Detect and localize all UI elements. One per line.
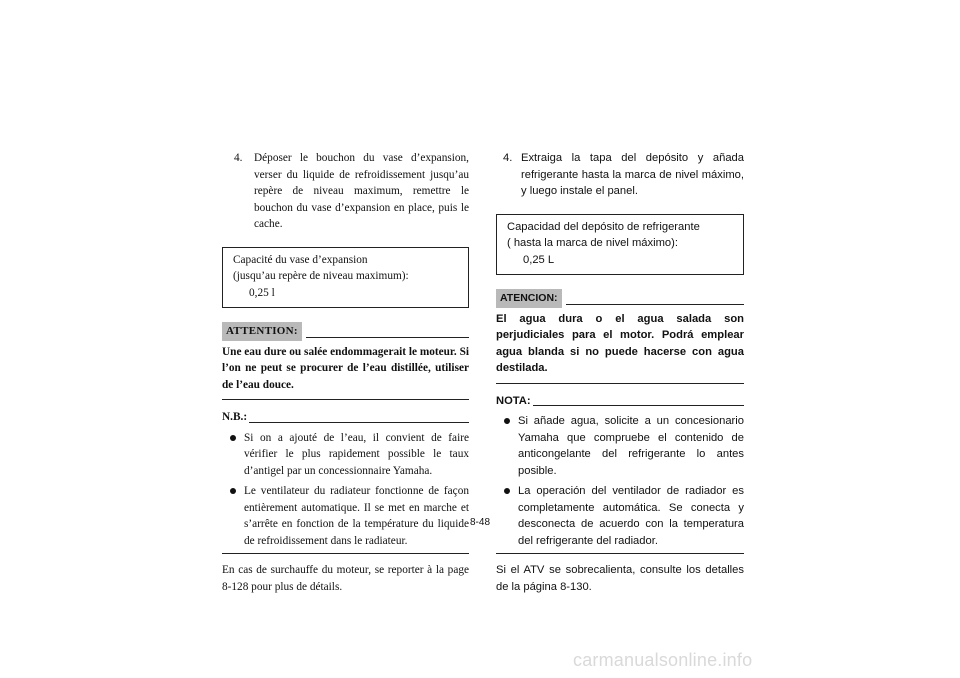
capacity-box-fr xyxy=(222,247,469,309)
step-number: 4. xyxy=(503,152,513,164)
watermark: carmanualsonline.info xyxy=(573,650,753,670)
capacity-condition: ( hasta la marca de nivel máximo): xyxy=(507,237,678,249)
capacity-condition: (jusqu’au repère de niveau maximum): xyxy=(233,270,409,282)
bullet-text: Si añade agua, solicite a un concesionario Yamaha que compruebe el contenido de anticongelante del refrigerante lo antes posible. xyxy=(518,415,744,477)
step-number: 4. xyxy=(234,152,243,164)
note-end-divider xyxy=(222,553,469,554)
attention-header-fr xyxy=(222,322,469,341)
overheat-note: En cas de surchauffe du moteur, se reporter à la page 8-128 pour plus de détails. xyxy=(222,564,469,593)
note-bullet xyxy=(222,483,469,549)
capacity-value: 0,25 l xyxy=(249,286,275,299)
capacity-title: Capacité du vase d’expansion xyxy=(233,253,368,266)
bullet-text: La operación del ventilador de radiador es completamente automática. Se conecta y desconecta de acuerdo con la temperatura del refrigerante del radiador. xyxy=(518,485,744,547)
bullet-icon xyxy=(222,483,244,549)
step-text: Extraiga la tapa del depósito y añada refrigerante hasta la marca de nivel máximo, y luego instale el panel. xyxy=(521,152,744,197)
attention-label: ATENCION: xyxy=(496,289,562,308)
divider xyxy=(533,405,744,406)
attention-text: El agua dura o el agua salada son perjudiciales para el motor. Podrá emplear agua blanda si no puede hacerse con agua destilada. xyxy=(496,311,744,384)
attention-header-es xyxy=(496,289,744,308)
note-label: N.B.: xyxy=(222,411,248,423)
french-column xyxy=(222,150,469,595)
capacity-box-es xyxy=(496,214,744,276)
divider xyxy=(306,337,469,338)
step-4-es xyxy=(496,150,744,200)
step-4-fr xyxy=(222,150,469,233)
note-header-es xyxy=(496,393,744,410)
note-bullet xyxy=(222,430,469,480)
divider xyxy=(566,304,744,305)
note-header-fr xyxy=(222,409,469,426)
bullet-text: Le ventilateur du radiateur fonctionne de façon entièrement automatique. Il se met en marche et s’arrête en fonction de la température du liquide de refroidissement dans le radiateur. xyxy=(244,485,469,547)
capacity-title: Capacidad del depósito de refrigerante xyxy=(507,220,700,233)
bullet-icon xyxy=(222,430,244,480)
note-end-divider xyxy=(496,553,744,554)
page-number: 8-48 xyxy=(470,517,491,528)
bullet-text: Si on a ajouté de l’eau, il convient de faire vérifier le plus rapidement possible le taux d’antigel par un concessionnaire Yamaha. xyxy=(244,431,469,477)
spanish-column xyxy=(496,150,744,595)
step-text: Déposer le bouchon du vase d’expansion, verser du liquide de refroidissement jusqu’au repère de niveau maximum, remettre le bouchon du vase d’expansion en place, puis le cache. xyxy=(254,152,469,230)
attention-text: Une eau dure ou salée endommagerait le moteur. Si l’on ne peut se procurer de l’eau distillée, utiliser de l’eau douce. xyxy=(222,344,469,401)
note-bullet xyxy=(496,413,744,479)
note-bullet xyxy=(496,483,744,549)
bullet-icon xyxy=(496,483,518,549)
attention-label: ATTENTION: xyxy=(222,322,302,341)
divider xyxy=(249,422,469,423)
overheat-note: Si el ATV se sobrecalienta, consulte los detalles de la página 8-130. xyxy=(496,564,744,593)
note-label: NOTA: xyxy=(496,394,531,407)
capacity-value: 0,25 L xyxy=(523,253,555,266)
bullet-icon xyxy=(496,413,518,479)
